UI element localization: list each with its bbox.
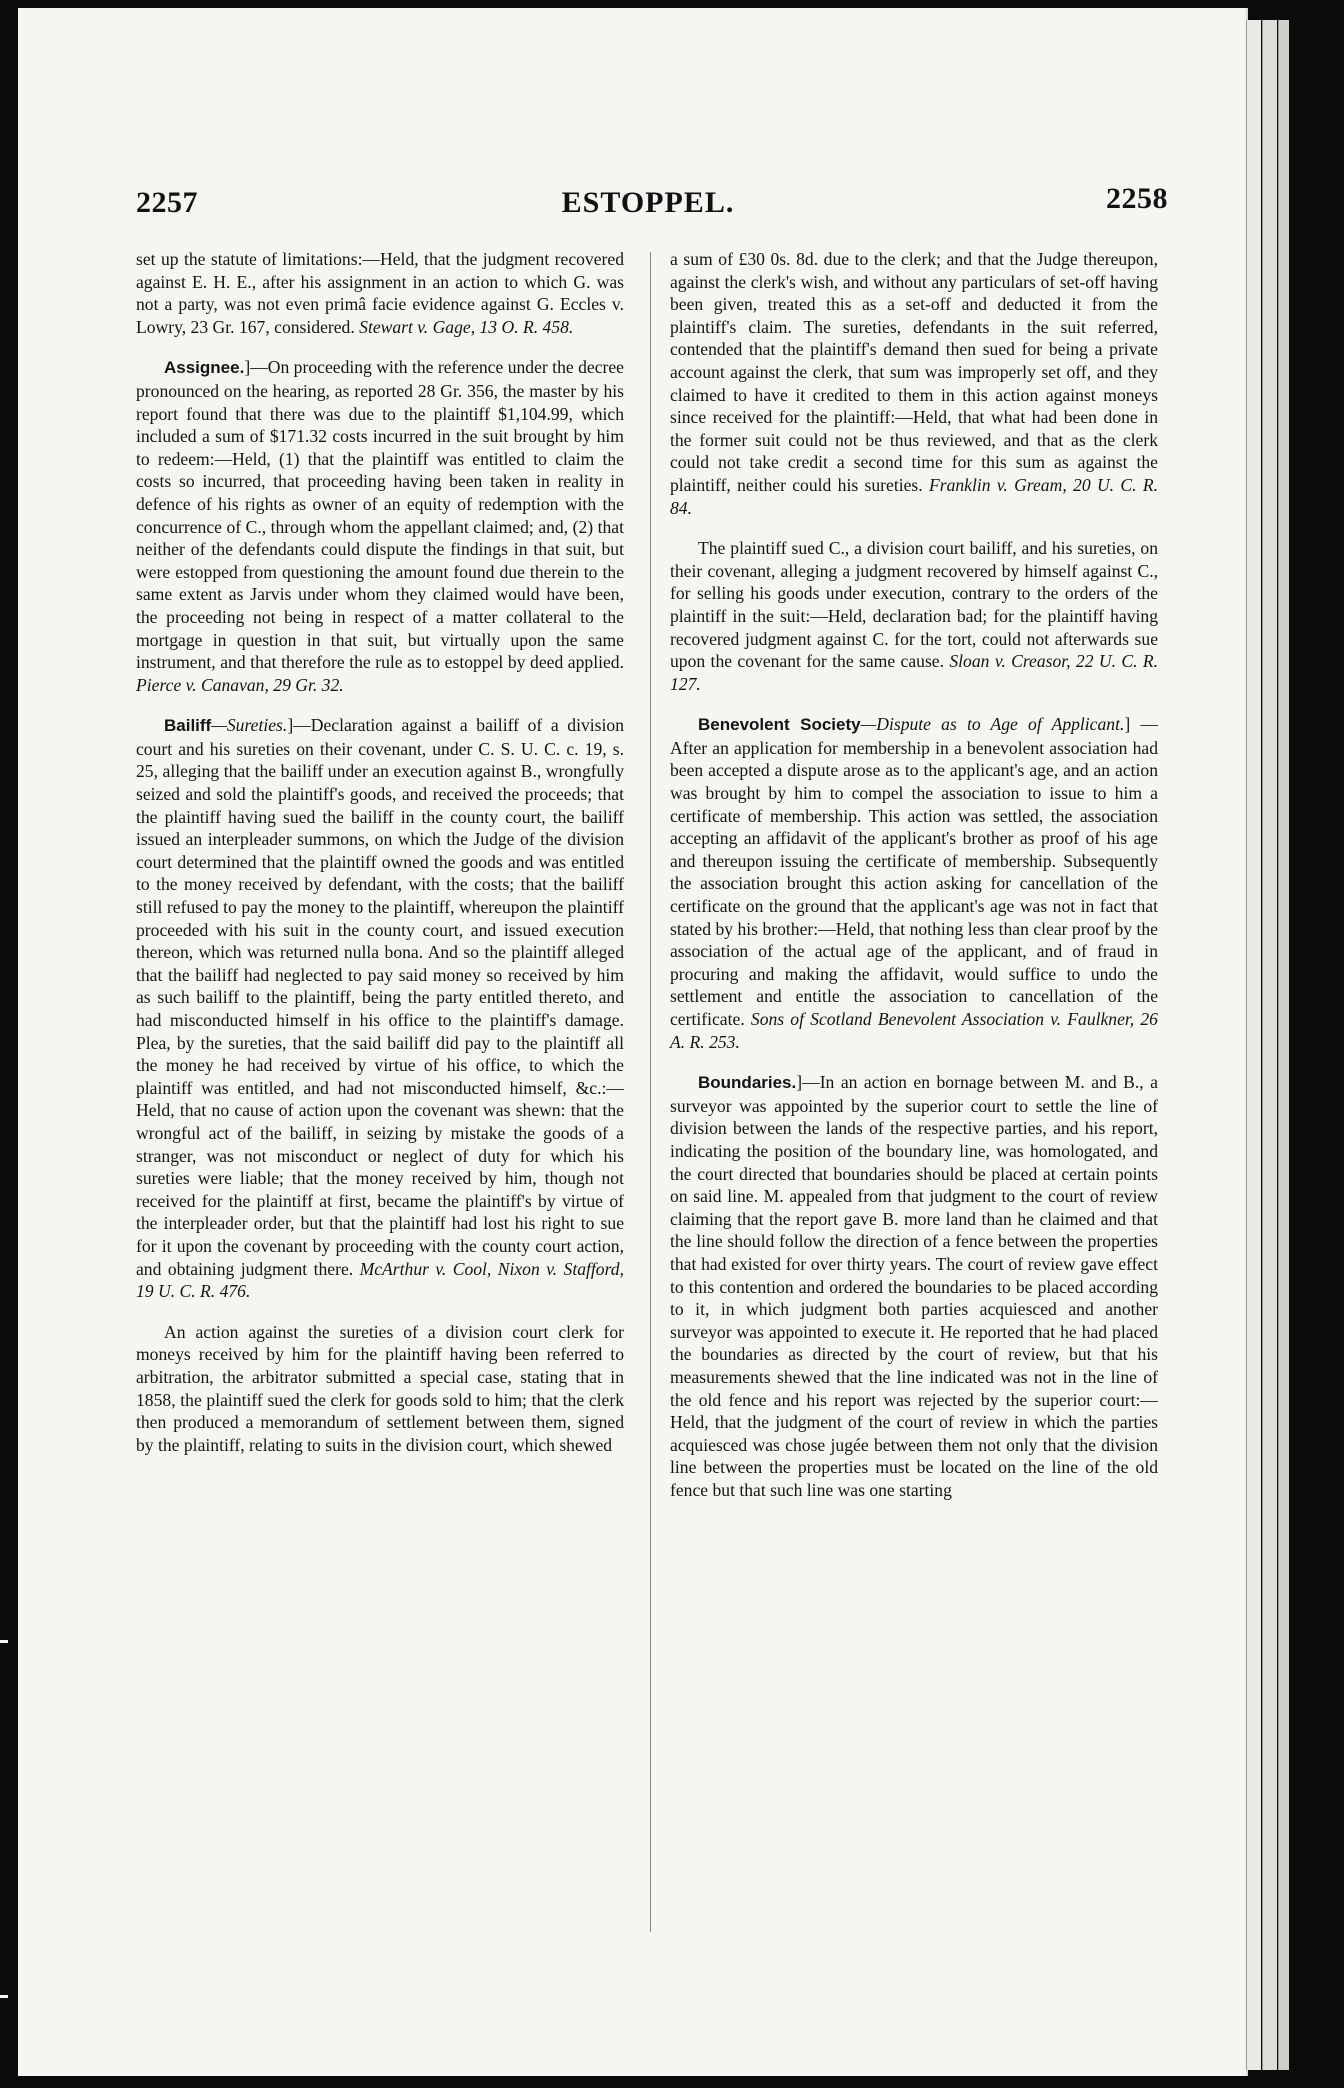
- column-divider: [650, 252, 651, 1932]
- paragraph-bailiff: [136, 714, 624, 1302]
- entry-subheading: —Sureties.: [211, 715, 288, 736]
- entry-heading: Boundaries.: [698, 1073, 797, 1093]
- page-edge: [1262, 20, 1277, 2070]
- left-column: [136, 248, 624, 1474]
- paragraph-text: ]—Declaration against a bailiff of a division court and his sureties on their covenant, under C. S. U. C. c. 19, s. 25, alleging that the bailiff under an execution against B., wrongfully seized and sold the plaintiff's goods, and received the proceeds; that the plaintiff having sued the bailiff in the county court, the bailiff issued an interpleader summons, on which the Judge of the division court determined that the plaintiff owned the goods and was entitled to the money received by defendant, with the costs; that the bailiff still refused to pay the money to the plaintiff, whereupon the plaintiff proceeded with his suit in the county court, and issued execution thereon, which was returned nulla bona. And so the plaintiff alleged that the bailiff had neglected to pay said money so received by him as such bailiff to the plaintiff, being the party entitled thereto, and had misconducted himself in his office to the plaintiff's damage. Plea, by the sureties, that the said bailiff did pay to the plaintiff all the money he had received by virtue of his office, to which the plaintiff was entitled, and had not misconducted himself, &c.:—Held, that no cause of action upon the covenant was shewn: that the wrongful act of the bailiff, in seizing by mistake the goods of a stranger, was not misconduct or neglect of duty for which his sureties were liable; that the money received by him, though not received for the plaintiff at first, became the plaintiff's by virtue of the interpleader order, but that the plaintiff had lost his right to sue for it upon the covenant by proceeding with the county court action, and obtaining judgment there.: [136, 715, 624, 1279]
- entry-heading: Bailiff: [164, 716, 212, 736]
- paragraph-limitations: [136, 248, 624, 338]
- paragraph-text: ]—On proceeding with the reference under the decree pronounced on the hearing, as reported 28 Gr. 356, the master by his report found that there was due to the plaintiff $1,104.99, which included a sum of $171.32 costs incurred in the suit brought by him to redeem:—Held, (1) that the plaintiff was entitled to claim the costs so incurred, that proceeding having been taken in reality in defence of his rights as owner of an equity of redemption with the concurrence of C., through whom the appellant claimed; and, (2) that neither of the defendants could dispute the findings in that suit, but were estopped from questioning the amount found due therein to the same extent as Jarvis under whom they claimed would have been, the proceeding not being in respect of a matter collateral to the mortgage in question in that suit, but virtually upon the same instrument, and that therefore the rule as to estoppel by deed applied.: [136, 357, 624, 673]
- paragraph-boundaries: [670, 1071, 1158, 1501]
- right-page-number: 2258: [1106, 182, 1168, 215]
- page-edge: [1246, 20, 1261, 2070]
- case-citation: McArthur v. Cool, Nixon v. Stafford, 19 U. C. R. 476.: [136, 1258, 624, 1302]
- entry-heading: Benevolent Society: [698, 715, 861, 735]
- case-citation: Sloan v. Creasor, 22 U. C. R. 127.: [670, 651, 1158, 694]
- paragraph-assignee: [136, 356, 624, 696]
- paragraph-text: The plaintiff sued C., a division court bailiff, and his sureties, on their covenant, alleging a judgment recovered by himself against C., for selling his goods under execution, contrary to the orders of the plaintiff in the suit:—Held, declaration bad; for the plaintiff having recovered judgment against C. for the tort, could not afterwards sue upon the covenant for the same cause.: [670, 538, 1158, 672]
- paragraph-set-off: [670, 248, 1158, 519]
- page-edge: [1278, 20, 1289, 2070]
- entry-heading: Assignee.: [164, 358, 245, 378]
- paragraph-text: An action against the sureties of a division court clerk for moneys received by him for the plaintiff having been referred to arbitration, the arbitrator submitted a special case, stating that in 1858, the plaintiff sued the clerk for goods sold to him; that the clerk then produced a memorandum of settlement between them, signed by the plaintiff, relating to suits in the division court, which shewed: [136, 1321, 624, 1455]
- entry-subheading: —Dispute as to Age of Applicant.: [860, 714, 1125, 735]
- paragraph-text: ] — After an application for membership in a benevolent association had been accepted a dispute arose as to the applicant's age, and an action was brought by him to compel the association to issue to him a certificate of membership. This action was settled, the association accepting an affidavit of the applicant's brother as proof of his age and thereupon issuing the certificate of membership. Subsequently the association brought this action asking for cancellation of the certificate on the ground that the applicant's age was not in fact that stated by his brother:—Held, that nothing less than clear proof by the association of the actual age of the applicant, and of fraud in procuring and making the affidavit, would suffice to undo the settlement and entitle the association to cancellation of the certificate.: [670, 714, 1158, 1029]
- page-header: [118, 182, 1178, 236]
- paragraph-text: ]—In an action en bornage between M. and B., a surveyor was appointed by the superior court to settle the line of division between the lands of the respective parties, and his report, indicating the position of the boundary line, was homologated, and the court directed that boundaries should be placed at certain points on said line. M. appealed from that judgment to the court of review claiming that the report gave B. more land than he claimed and that the line should follow the direction of a fence between the properties that had existed for over thirty years. The court of review gave effect to this contention and ordered the boundaries to be placed according to it, in which judgment both parties acquiesced and another surveyor was appointed to execute it. He reported that he had placed the boundaries as directed by the court of review, but that his measurements shewed that the line indicated was not in the line of the old fence and his report was rejected by the superior court:—Held, that the judgment of the court of review in which the parties acquiesced was chose jugée between them not only that the division line between the properties must be located on the line of the old fence but that such line was one starting: [670, 1072, 1158, 1500]
- running-title: ESTOPPEL.: [561, 186, 735, 219]
- right-column: [670, 248, 1158, 1519]
- book-page: [18, 8, 1248, 2076]
- paragraph-sureties-clerk: [136, 1321, 624, 1457]
- paragraph-benevolent-society: [670, 713, 1158, 1053]
- binding-mark: [0, 1995, 8, 1998]
- paragraph-text: set up the statute of limitations:—Held, that the judgment recovered against E. H. E., after his assignment in an action to which G. was not a party, was not even primâ facie evidence against G. Eccles v. Lowry, 23 Gr. 167, considered.: [136, 249, 624, 337]
- paragraph-bailiff-covenant: [670, 537, 1158, 695]
- case-citation: Stewart v. Gage, 13 O. R. 458.: [359, 316, 574, 337]
- left-page-number: 2257: [136, 186, 198, 219]
- binding-mark: [0, 1640, 8, 1643]
- case-citation: Pierce v. Canavan, 29 Gr. 32.: [136, 674, 344, 695]
- paragraph-text: a sum of £30 0s. 8d. due to the clerk; and that the Judge thereupon, against the clerk's wish, and without any particulars of set-off having been given, treated this as a set-off and deducted it from the plaintiff's claim. The sureties, defendants in the suit referred, contended that the plaintiff's demand then sued for being a private account against the clerk, that sum was improperly set off, and they claimed to have it credited to them in this action against moneys since received for the plaintiff:—Held, that what had been done in the former suit could not be thus reviewed, and that as the clerk could not take credit a second time for this sum as against the plaintiff, neither could his sureties.: [670, 249, 1158, 495]
- case-citation: Sons of Scotland Benevolent Association v. Faulkner, 26 A. R. 253.: [670, 1009, 1158, 1052]
- case-citation: Franklin v. Gream, 20 U. C. R. 84.: [670, 474, 1158, 518]
